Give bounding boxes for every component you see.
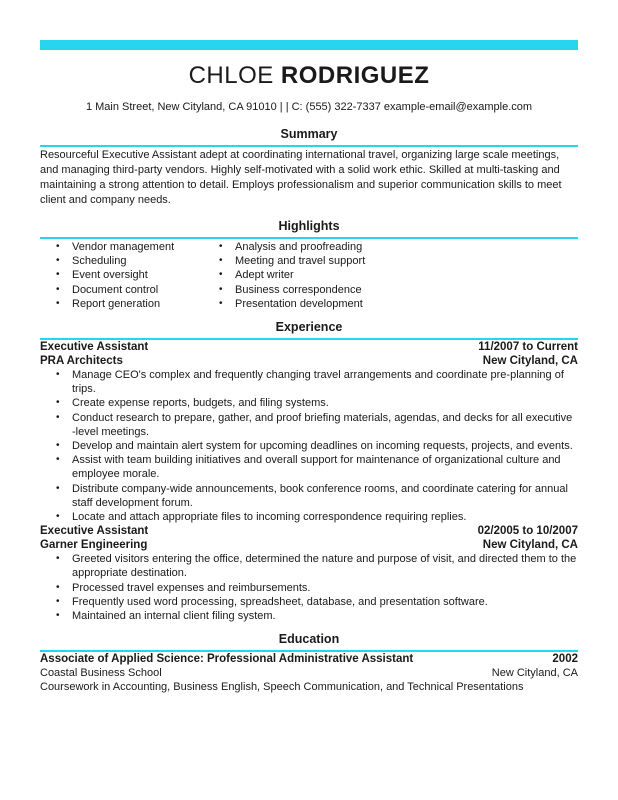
list-item: • Meeting and travel support bbox=[235, 254, 365, 268]
resume-page bbox=[40, 40, 578, 694]
job-location: New Cityland, CA bbox=[482, 355, 578, 368]
list-item: • Scheduling bbox=[72, 254, 220, 268]
highlights-heading: Highlights bbox=[278, 219, 340, 233]
job-dates: 02/2005 to 10/2007 bbox=[477, 525, 578, 538]
list-item: • Create expense reports, budgets, and filing systems. bbox=[72, 396, 578, 410]
list-item: • Develop and maintain alert system for upcoming deadlines on incoming requests, projects, and events. bbox=[72, 439, 578, 453]
job-title-row bbox=[40, 524, 578, 538]
list-item: • Presentation development bbox=[235, 297, 365, 311]
job-entry bbox=[40, 524, 578, 623]
education-heading: Education bbox=[278, 632, 340, 647]
list-item: • Distribute company-wide announcements, book conference rooms, and coordinate catering for annual staff development forum. bbox=[72, 482, 578, 510]
first-name: CHLOE bbox=[188, 62, 274, 89]
list-item: • Report generation bbox=[72, 297, 220, 311]
list-item: • Event oversight bbox=[72, 268, 220, 282]
candidate-name bbox=[40, 62, 578, 90]
summary-rule bbox=[40, 145, 578, 147]
list-item: • Assist with team building initiatives and overall support for maintenance of organizational culture and employee morale. bbox=[72, 453, 578, 481]
list-item: • Business correspondence bbox=[235, 283, 365, 297]
list-item: • Conduct research to prepare, gather, and proof briefing materials, agendas, and decks for all executive -level meetings. bbox=[72, 411, 578, 439]
list-item: • Locate and attach appropriate files to incoming correspondence requiring replies. bbox=[72, 510, 578, 524]
list-item: • Maintained an internal client filing system. bbox=[72, 609, 578, 623]
school-name: Coastal Business School bbox=[40, 667, 162, 680]
list-item: • Adept writer bbox=[235, 268, 365, 282]
job-duties bbox=[40, 368, 578, 524]
job-company: Garner Engineering bbox=[40, 539, 148, 552]
school-location: New Cityland, CA bbox=[491, 667, 578, 680]
experience-heading: Experience bbox=[275, 320, 343, 335]
last-name: RODRIGUEZ bbox=[280, 62, 430, 89]
list-item: • Document control bbox=[72, 283, 220, 297]
school-row bbox=[40, 666, 578, 680]
summary-section bbox=[40, 126, 578, 208]
job-entry bbox=[40, 340, 578, 524]
list-item: • Processed travel expenses and reimbursements. bbox=[72, 581, 578, 595]
highlights-rule bbox=[40, 237, 578, 239]
job-title: Executive Assistant bbox=[40, 525, 149, 538]
job-location: New Cityland, CA bbox=[482, 539, 578, 552]
list-item: • Greeted visitors entering the office, determined the nature and purpose of visit, and directed them to the appropriate destination. bbox=[72, 552, 578, 580]
summary-text: Resourceful Executive Assistant adept at coordinating international travel, organizing large scale meetings, and managing third-party vendors. Highly self-motivated with a solid work ethic. Skilled at multi-tasking and maintaining a strong attention to detail. Employs professionalism and superior communication skills to meet client and company needs. bbox=[40, 149, 562, 206]
list-item: • Vendor management bbox=[72, 240, 220, 254]
list-item: • Manage CEO's complex and frequently changing travel arrangements and coordinate pre-planning of trips. bbox=[72, 368, 578, 396]
contact-info: 1 Main Street, New Cityland, CA 91010 | | C: (555) 322-7337 example-email@example.com bbox=[85, 101, 533, 113]
summary-heading: Summary bbox=[280, 127, 338, 141]
job-duties bbox=[40, 552, 578, 623]
degree-row bbox=[40, 652, 578, 666]
list-item: • Frequently used word processing, spreadsheet, database, and presentation software. bbox=[72, 595, 578, 609]
highlights-section bbox=[40, 218, 578, 311]
job-company: PRA Architects bbox=[40, 355, 123, 368]
experience-section bbox=[40, 319, 578, 623]
job-title-row bbox=[40, 340, 578, 354]
job-company-row bbox=[40, 354, 578, 368]
job-dates: 11/2007 to Current bbox=[478, 341, 578, 354]
job-company-row bbox=[40, 538, 578, 552]
highlights-left-column bbox=[72, 240, 220, 311]
highlights-right-column bbox=[235, 240, 365, 311]
coursework: Coursework in Accounting, Business English, Speech Communication, and Technical Presentations bbox=[40, 681, 524, 694]
degree-year: 2002 bbox=[552, 653, 578, 666]
list-item: • Analysis and proofreading bbox=[235, 240, 365, 254]
degree-title: Associate of Applied Science: Professional Administrative Assistant bbox=[40, 653, 414, 666]
job-title: Executive Assistant bbox=[40, 341, 149, 354]
highlights-list bbox=[40, 240, 578, 311]
education-section bbox=[40, 631, 578, 694]
header-accent-bar bbox=[40, 40, 578, 50]
